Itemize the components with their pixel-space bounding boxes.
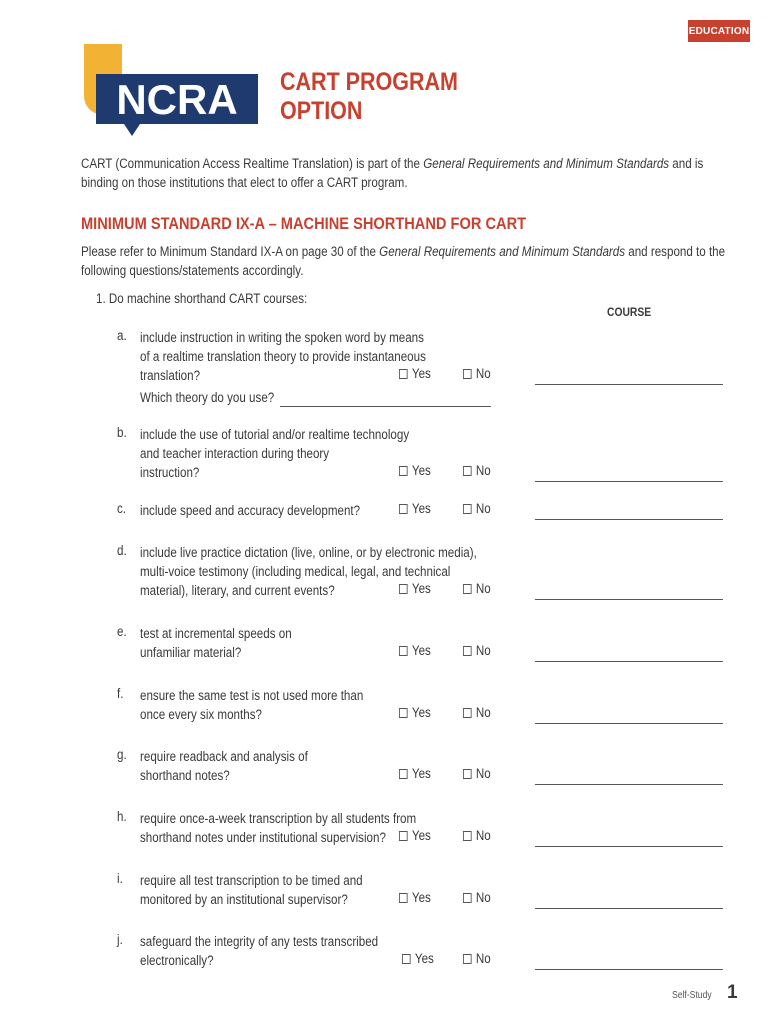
item-text: [140, 543, 484, 600]
item-text-line: electronically?: [140, 953, 214, 968]
no-checkbox[interactable]: [463, 501, 491, 516]
logo-text: NCRA: [116, 76, 238, 123]
title-line-2: OPTION: [280, 97, 363, 125]
no-checkbox[interactable]: [463, 828, 491, 843]
no-checkbox[interactable]: [463, 581, 491, 596]
footer-label: Self-Study: [672, 990, 712, 1001]
checkbox-icon[interactable]: [399, 893, 408, 903]
question-item: [117, 932, 757, 1012]
ncra-logo: [80, 44, 260, 140]
refer-italic: General Requirements and Minimum Standards: [379, 244, 626, 259]
no-checkbox[interactable]: [463, 705, 491, 720]
question-item: [117, 425, 757, 505]
yes-checkbox[interactable]: [402, 951, 434, 966]
item-text-line: safeguard the integrity of any tests transcribed: [140, 934, 379, 949]
no-checkbox[interactable]: [463, 890, 491, 905]
checkbox-icon[interactable]: [399, 369, 408, 379]
no-checkbox-label: No: [475, 463, 491, 478]
yes-checkbox[interactable]: [399, 501, 431, 516]
item-text-line: test at incremental speeds on: [140, 626, 292, 641]
no-checkbox-label: No: [475, 643, 491, 658]
page-title: [280, 68, 504, 126]
course-answer-line[interactable]: [535, 846, 723, 847]
checkbox-icon[interactable]: [463, 504, 472, 514]
item-text-line: ensure the same test is not used more than: [140, 688, 364, 703]
yes-checkbox[interactable]: [399, 828, 431, 843]
intro-paragraph: [81, 154, 717, 192]
item-letter: i.: [117, 871, 123, 886]
item-text-line: require all test transcription to be timed and: [140, 873, 363, 888]
item-text: [140, 686, 484, 724]
item-text: [140, 624, 484, 662]
item-letter: a.: [117, 328, 127, 343]
item-text-line: monitored by an institutional supervisor?: [140, 892, 348, 907]
refer-paragraph: [81, 242, 735, 280]
checkbox-icon[interactable]: [463, 584, 472, 594]
yes-checkbox-label: Yes: [411, 766, 431, 781]
checkbox-icon[interactable]: [463, 893, 472, 903]
yes-checkbox-label: Yes: [411, 705, 431, 720]
refer-text-end: and respond to the following questions/statements accordingly.: [81, 244, 726, 278]
yes-checkbox[interactable]: [399, 581, 431, 596]
yes-checkbox[interactable]: [399, 366, 431, 381]
course-answer-line[interactable]: [535, 784, 723, 785]
item-letter: d.: [117, 543, 127, 558]
course-column-header: COURSE: [607, 305, 652, 319]
item-text: [140, 747, 484, 785]
item-text: [140, 809, 484, 847]
checkbox-icon[interactable]: [463, 466, 472, 476]
course-answer-line[interactable]: [535, 908, 723, 909]
item-text-line: include speed and accuracy development?: [140, 503, 361, 518]
course-answer-line[interactable]: [535, 481, 723, 482]
refer-text: Please refer to Minimum Standard IX-A on page 30 of the: [81, 244, 380, 259]
item-text: [140, 328, 484, 385]
question-item: [117, 328, 757, 408]
course-answer-line[interactable]: [535, 723, 723, 724]
no-checkbox-label: No: [475, 951, 491, 966]
yes-checkbox[interactable]: [399, 705, 431, 720]
checkbox-icon[interactable]: [463, 369, 472, 379]
no-checkbox[interactable]: [463, 643, 491, 658]
checkbox-icon[interactable]: [399, 504, 408, 514]
item-text-line: multi-voice testimony (including medical, legal, and technical: [140, 564, 451, 579]
intro-text: CART (Communication Access Realtime Translation) is part of the: [81, 156, 424, 171]
item-text-line: include the use of tutorial and/or realtime technology: [140, 427, 410, 442]
yes-checkbox-label: Yes: [411, 581, 431, 596]
no-checkbox-label: No: [475, 581, 491, 596]
no-checkbox-label: No: [475, 501, 491, 516]
checkbox-icon[interactable]: [402, 954, 411, 964]
education-badge: EDUCATION: [688, 20, 750, 42]
checkbox-icon[interactable]: [399, 584, 408, 594]
course-answer-line[interactable]: [535, 969, 723, 970]
theory-answer-line[interactable]: [280, 406, 491, 407]
checkbox-icon[interactable]: [463, 831, 472, 841]
course-answer-line[interactable]: [535, 661, 723, 662]
yes-checkbox[interactable]: [399, 766, 431, 781]
item-text-line: unfamiliar material?: [140, 645, 242, 660]
item-text-line: include instruction in writing the spoken word by means: [140, 330, 424, 345]
item-text-line: once every six months?: [140, 707, 262, 722]
item-text-line: require readback and analysis of: [140, 749, 308, 764]
title-line-1: CART PROGRAM: [280, 68, 458, 96]
course-answer-line[interactable]: [535, 384, 723, 385]
checkbox-icon[interactable]: [399, 769, 408, 779]
item-text-line: shorthand notes under institutional supervision?: [140, 830, 386, 845]
intro-italic: General Requirements and Minimum Standards: [423, 156, 670, 171]
item-text: [140, 425, 484, 482]
item-letter: c.: [117, 501, 127, 516]
yes-checkbox-label: Yes: [414, 951, 434, 966]
item-text: [140, 871, 484, 909]
checkbox-icon[interactable]: [399, 708, 408, 718]
no-checkbox[interactable]: [463, 463, 491, 478]
item-letter: h.: [117, 809, 127, 824]
yes-checkbox-label: Yes: [411, 828, 431, 843]
checkbox-icon[interactable]: [463, 646, 472, 656]
item-text-line: shorthand notes?: [140, 768, 230, 783]
item-text-line: instruction?: [140, 465, 200, 480]
section-heading: MINIMUM STANDARD IX-A – MACHINE SHORTHAND FOR CART: [81, 214, 527, 233]
item-text: [140, 501, 484, 520]
checkbox-icon[interactable]: [399, 646, 408, 656]
no-checkbox[interactable]: [463, 951, 491, 966]
checkbox-icon[interactable]: [463, 769, 472, 779]
item-text-line: translation?: [140, 368, 201, 383]
yes-checkbox[interactable]: [399, 643, 431, 658]
checkbox-icon[interactable]: [463, 708, 472, 718]
question-1: 1. Do machine shorthand CART courses:: [96, 291, 308, 306]
item-text-line: include live practice dictation (live, online, or by electronic media),: [140, 545, 477, 560]
no-checkbox-label: No: [475, 828, 491, 843]
no-checkbox-label: No: [475, 366, 491, 381]
yes-checkbox-label: Yes: [411, 463, 431, 478]
item-text-line: require once-a-week transcription by all students from: [140, 811, 417, 826]
item-text-line: material), literary, and current events?: [140, 583, 335, 598]
no-checkbox-label: No: [475, 890, 491, 905]
no-checkbox-label: No: [475, 705, 491, 720]
item-letter: b.: [117, 425, 127, 440]
question-item: [117, 543, 757, 623]
item-letter: j.: [117, 932, 123, 947]
no-checkbox[interactable]: [463, 766, 491, 781]
checkbox-icon[interactable]: [463, 954, 472, 964]
yes-checkbox-label: Yes: [411, 501, 431, 516]
yes-checkbox[interactable]: [399, 463, 431, 478]
checkbox-icon[interactable]: [399, 466, 408, 476]
yes-checkbox[interactable]: [399, 890, 431, 905]
item-letter: e.: [117, 624, 127, 639]
item-letter: f.: [117, 686, 124, 701]
item-letter: g.: [117, 747, 127, 762]
no-checkbox[interactable]: [463, 366, 491, 381]
checkbox-icon[interactable]: [399, 831, 408, 841]
yes-checkbox-label: Yes: [411, 643, 431, 658]
item-text-line: of a realtime translation theory to provide instantaneous: [140, 349, 426, 364]
no-checkbox-label: No: [475, 766, 491, 781]
item-text-line: and teacher interaction during theory: [140, 446, 330, 461]
course-answer-line[interactable]: [535, 519, 723, 520]
intro-text-end: and is binding on those institutions that elect to offer a CART program.: [81, 156, 704, 190]
page-number: 1: [727, 982, 738, 1003]
yes-checkbox-label: Yes: [411, 366, 431, 381]
yes-checkbox-label: Yes: [411, 890, 431, 905]
course-answer-line[interactable]: [535, 599, 723, 600]
theory-followup-label: Which theory do you use?: [140, 390, 275, 405]
